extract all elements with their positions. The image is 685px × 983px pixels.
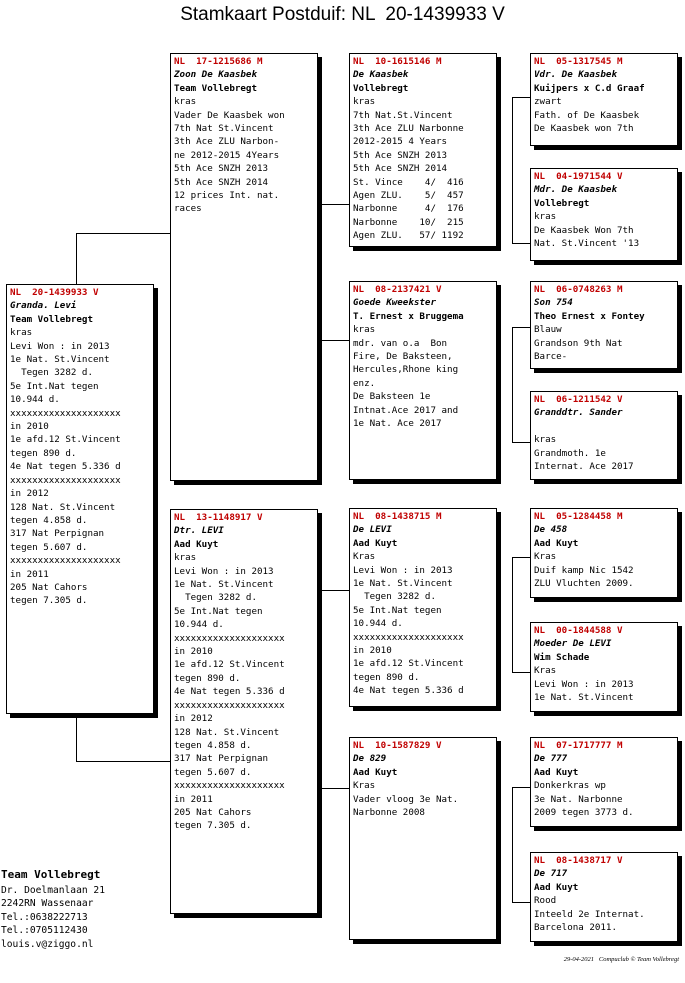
info-line: ne 2012-2015 4Years [174,149,280,161]
info-line: tegen 890 d. [174,672,241,684]
breeder-name: Wim Schade [534,651,590,663]
ring-number: NL 08-1438715 M [353,511,442,522]
connector-sss-h [512,97,532,98]
info-line: Barcelona 2011. [534,922,617,934]
info-line: Agen ZLU. 57/ 1192 [353,230,464,242]
connector-sdd-h [512,442,532,443]
connector-sd-h [320,340,350,341]
info-line: Rood [534,895,557,907]
info-line: 4e Nat tegen 5.336 d [353,685,464,697]
connector-dam-v [76,718,77,761]
ring-number: NL 08-1438717 V [534,855,623,866]
info-line: 1e afd.12 St.Vincent [10,434,121,446]
info-line: Tegen 3282 d. [174,592,257,604]
info-line: xxxxxxxxxxxxxxxxxxxx [174,699,285,711]
info-line: 1e afd.12 St.Vincent [353,658,464,670]
info-line: 4e Nat tegen 5.336 d [10,461,121,473]
breeder-name: T. Ernest x Bruggema [353,310,464,322]
info-line: Kras [534,665,557,677]
connector-sire-trunk [320,204,321,340]
breeder-name: Vollebregt [534,197,590,209]
info-line: Donkerkras wp [534,780,606,792]
info-line: xxxxxxxxxxxxxxxxxxxx [353,631,464,643]
info-line: 5e Int.Nat tegen [10,380,99,392]
breeder-name: Aad Kuyt [534,766,579,778]
info-line: 3th Ace ZLU Narbon- [174,136,280,148]
info-line: zwart [534,96,562,108]
info-line: kras [174,96,197,108]
info-line: Grandson 9th Nat [534,337,623,349]
pigeon-name: De 717 [534,868,568,880]
info-line: Levi Won : in 2013 [174,565,274,577]
info-line: Levi Won : in 2013 [534,678,634,690]
breeder-name: Aad Kuyt [353,537,398,549]
connector-ss-trunk [512,97,513,243]
info-line: Blauw [534,324,562,336]
connector-sire-h [76,233,172,234]
connector-dam-trunk [320,590,321,788]
info-line: Duif kamp Nic 1542 [534,564,634,576]
info-line: De Baksteen 1e [353,391,431,403]
breeder-name: Aad Kuyt [174,538,219,550]
pigeon-card-ggd-3 [530,622,678,712]
info-line: Hercules,Rhone king [353,364,459,376]
ring-number: NL 00-1844588 V [534,625,623,636]
breeder-name: Team Vollebregt [10,313,93,325]
info-line: xxxxxxxxxxxxxxxxxxxx [10,474,121,486]
info-line: xxxxxxxxxxxxxxxxxxxx [10,407,121,419]
info-line: xxxxxxxxxxxxxxxxxxxx [10,555,121,567]
pigeon-name: De 458 [534,524,568,536]
info-line: in 2012 [174,713,213,725]
address-line: 2242RN Wassenaar [1,898,94,910]
info-line: 128 Nat. St.Vincent [10,501,116,513]
owner-team-name: Team Vollebregt [1,868,101,881]
breeder-name: Aad Kuyt [353,766,398,778]
ring-number: NL 10-1615146 M [353,56,442,67]
pigeon-card-sire [170,53,318,481]
info-line: tegen 7.305 d. [10,595,88,607]
connector-ssd-h [512,243,532,244]
info-line: Levi Won : in 2013 [353,564,453,576]
info-line: 1e Nat. Ace 2017 [353,418,442,430]
info-line: in 2010 [353,645,392,657]
info-line: tegen 4.858 d. [174,739,252,751]
info-line: Barce- [534,351,568,363]
info-line: 7th Nat.St.Vincent [353,109,453,121]
pigeon-card-ggd-1 [530,168,678,261]
info-line: 5th Ace SNZH 2014 [353,163,448,175]
pigeon-card-ggs-2 [530,281,678,369]
info-line: in 2011 [10,568,49,580]
pigeon-card-ggd-4 [530,852,678,942]
info-line: Kras [353,780,376,792]
ring-number: NL 20-1439933 V [10,287,99,298]
pigeon-name: Zoon De Kaasbek [174,69,257,81]
info-line: kras [174,552,197,564]
breeder-name: Vollebregt [353,82,409,94]
connector-dsd-h [512,672,532,673]
connector-sire-v [76,233,77,285]
pigeon-card-ggs-3 [530,508,678,598]
breeder-name: Aad Kuyt [534,537,579,549]
info-line: Narbonne 4/ 176 [353,203,464,215]
info-line: 317 Nat Perpignan [174,753,269,765]
info-line: Agen ZLU. 5/ 457 [353,190,464,202]
info-line: 5e Int.Nat tegen [353,604,442,616]
address-line: Dr. Doelmanlaan 21 [1,885,105,896]
info-line: Narbonne 10/ 215 [353,216,464,228]
pigeon-name: De 829 [353,753,387,765]
info-line: in 2010 [10,421,49,433]
info-line: 5th Ace SNZH 2013 [353,149,448,161]
info-line: kras [353,96,376,108]
pigeon-name: Vdr. De Kaasbek [534,69,617,81]
ring-number: NL 08-2137421 V [353,284,442,295]
pigeon-card-ggd-2 [530,391,678,480]
ring-number: NL 07-1717777 M [534,740,623,751]
info-line: ZLU Vluchten 2009. [534,578,634,590]
pigeon-card-subject [6,284,154,714]
info-line: 205 Nat Cahors [174,806,252,818]
info-line: De Kaasbek Won 7th [534,224,634,236]
connector-ds-h [320,590,350,591]
info-line: 1e Nat. St.Vincent [174,579,274,591]
phone-line: Tel.:0638222713 [1,911,88,923]
info-line: 5th Ace SNZH 2013 [174,163,269,175]
info-line: 12 prices Int. nat. [174,190,280,202]
pigeon-name: Dtr. LEVI [174,525,224,537]
info-line: 7th Nat St.Vincent [174,123,274,135]
info-line: kras [534,434,557,446]
info-line: De Kaasbek won 7th [534,123,634,135]
info-line: 3e Nat. Narbonne [534,793,623,805]
info-line: 10.944 d. [174,619,224,631]
email-line: louis.v@ziggo.nl [1,938,94,950]
pigeon-name: Moeder De LEVI [534,638,612,650]
info-line: Nat. St.Vincent '13 [534,238,640,250]
breeder-name: Kuijpers x C.d Graaf [534,82,645,94]
info-line: 1e Nat. St.Vincent [10,354,110,366]
info-line: in 2011 [174,793,213,805]
breeder-name: Team Vollebregt [174,82,257,94]
info-line: xxxxxxxxxxxxxxxxxxxx [174,632,285,644]
info-line: 10.944 d. [353,618,403,630]
info-line: 128 Nat. St.Vincent [174,726,280,738]
info-line: races [174,203,202,215]
ring-number: NL 10-1587829 V [353,740,442,751]
info-line: Kras [353,551,376,563]
connector-ss-h [320,204,350,205]
pigeon-name: De Kaasbek [353,69,409,81]
info-line: Kras [534,551,557,563]
info-line: 10.944 d. [10,394,60,406]
info-line: 205 Nat Cahors [10,581,88,593]
info-line: tegen 5.607 d. [10,541,88,553]
info-line: 5e Int.Nat tegen [174,605,263,617]
info-line: in 2012 [10,488,49,500]
pigeon-card-dam [170,509,318,914]
info-line: Vader De Kaasbek won [174,109,285,121]
connector-dd-h [320,788,350,789]
blank-line [534,420,674,433]
info-line: xxxxxxxxxxxxxxxxxxxx [174,780,285,792]
info-line: Inteeld 2e Internat. [534,908,645,920]
info-line: mdr. van o.a Bon [353,337,448,349]
info-line: Narbonne 2008 [353,807,425,819]
info-line: Fire, De Baksteen, [353,351,453,363]
connector-dds-h [512,787,532,788]
connector-sd-trunk [512,327,513,442]
info-line: Grandmoth. 1e [534,447,606,459]
breeder-name: Theo Ernest x Fontey [534,310,645,322]
info-line: kras [534,211,557,223]
ring-number: NL 06-0748263 M [534,284,623,295]
connector-ds-trunk [512,557,513,672]
info-line: St. Vince 4/ 416 [353,176,464,188]
phone-line: Tel.:0705112430 [1,925,88,937]
info-line: Vader vloog 3e Nat. [353,793,459,805]
connector-sds-h [512,327,532,328]
pigeon-card-grandsire-maternal [349,508,497,707]
info-line: Tegen 3282 d. [10,367,93,379]
info-line: Tegen 3282 d. [353,591,436,603]
breeder-name: Aad Kuyt [534,881,579,893]
info-line: Fath. of De Kaasbek [534,109,640,121]
pigeon-card-ggs-4 [530,737,678,827]
info-line: 1e afd.12 St.Vincent [174,659,285,671]
pigeon-card-ggs-1 [530,53,678,146]
page-title: Stamkaart Postduif: NL 20-1439933 V [180,4,505,25]
info-line: kras [353,324,376,336]
info-line: 4e Nat tegen 5.336 d [174,686,285,698]
info-line: Internat. Ace 2017 [534,461,634,473]
connector-dss-h [512,557,532,558]
info-line: tegen 5.607 d. [174,766,252,778]
owner-address-block [1,866,105,951]
info-line: 2009 tegen 3773 d. [534,807,634,819]
info-line: 1e Nat. St.Vincent [353,578,453,590]
info-line: 317 Nat Perpignan [10,528,105,540]
info-line: 5th Ace SNZH 2014 [174,176,269,188]
pigeon-name: De LEVI [353,524,392,536]
info-line: tegen 890 d. [353,671,420,683]
info-line: 2012-2015 4 Years [353,136,448,148]
pigeon-name: Mdr. De Kaasbek [534,184,617,196]
ring-number: NL 05-1284458 M [534,511,623,522]
info-line: Intnat.Ace 2017 and [353,404,459,416]
info-line: kras [10,327,33,339]
info-line: in 2010 [174,646,213,658]
ring-number: NL 17-1215686 M [174,56,263,67]
info-line: tegen 890 d. [10,447,77,459]
ring-number: NL 06-1211542 V [534,394,623,405]
ring-number: NL 05-1317545 M [534,56,623,67]
connector-dd-trunk [512,787,513,902]
connector-dam-h [76,761,172,762]
pigeon-name: Goede Kweekster [353,297,436,309]
info-line: tegen 7.305 d. [174,820,252,832]
pigeon-name: De 777 [534,753,568,765]
pigeon-name: Granda. Levi [10,300,77,312]
print-stamp: 29-04-2021 Compuclub © Team Vollebregt [563,956,679,963]
info-line: tegen 4.858 d. [10,514,88,526]
ring-number: NL 04-1971544 V [534,171,623,182]
pigeon-card-granddam-maternal [349,737,497,940]
info-line: enz. [353,377,376,389]
pigeon-card-granddam-paternal [349,281,497,480]
ring-number: NL 13-1148917 V [174,512,263,523]
info-line: 3th Ace ZLU Narbonne [353,123,464,135]
connector-ddd-h [512,902,532,903]
info-line: Levi Won : in 2013 [10,340,110,352]
pigeon-name: Son 754 [534,297,573,309]
info-line: 1e Nat. St.Vincent [534,692,634,704]
pigeon-name: Granddtr. Sander [534,407,623,419]
pigeon-card-grandsire-paternal [349,53,497,247]
